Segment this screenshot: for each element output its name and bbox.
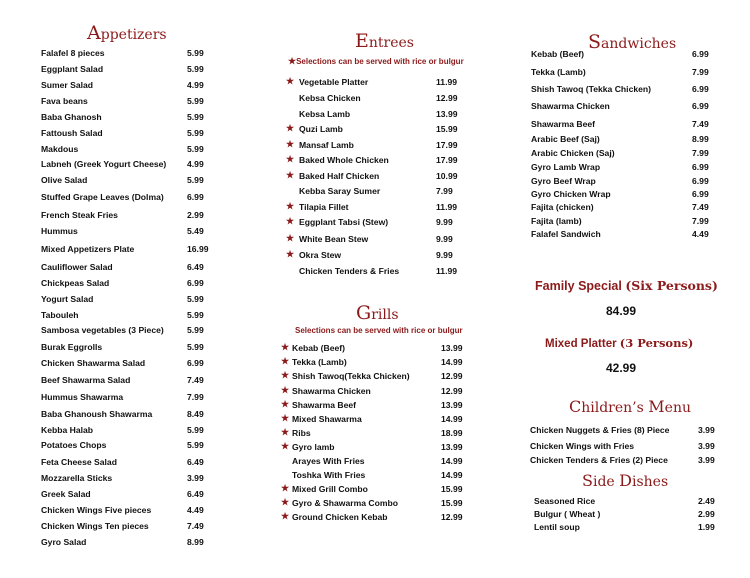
menu-item <box>531 229 709 239</box>
item-name: Ground Chicken Kebab <box>292 512 388 522</box>
item-price: 13.99 <box>441 400 463 410</box>
menu-item <box>41 159 204 169</box>
item-price: 6.49 <box>187 262 204 272</box>
item-name: Kebab (Beef) <box>531 49 585 59</box>
sandwiches-title: Sandwiches <box>588 31 677 53</box>
item-price: 7.99 <box>692 67 709 77</box>
item-price: 5.99 <box>187 48 204 58</box>
item-name: Gyro & Shawarma Combo <box>292 498 399 508</box>
item-name: Hummus Shawarma <box>41 392 124 402</box>
star-icon: ★ <box>286 76 295 86</box>
item-name: Arabic Chicken (Saj) <box>531 148 615 158</box>
item-name: French Steak Fries <box>41 210 118 220</box>
item-name: Makdous <box>41 144 79 154</box>
item-price: 5.99 <box>187 440 204 450</box>
item-price: 2.99 <box>187 210 204 220</box>
childrens-menu-title: Children’s Menu <box>569 397 691 416</box>
item-price: 12.99 <box>436 93 458 103</box>
item-name: Okra Stew <box>299 250 342 260</box>
menu-item <box>41 440 204 450</box>
menu-item <box>281 441 463 452</box>
item-name: Quzi Lamb <box>299 124 343 134</box>
item-name: Shawarma Chicken <box>292 386 371 396</box>
menu-item <box>299 186 453 196</box>
item-price: 6.99 <box>692 101 709 111</box>
item-name: Feta Cheese Salad <box>41 457 117 467</box>
menu-item <box>41 325 204 335</box>
menu-item <box>531 119 709 129</box>
item-price: 6.99 <box>187 358 204 368</box>
entrees-title: Entrees <box>355 30 414 52</box>
menu-item <box>281 356 463 367</box>
menu-item <box>41 489 204 499</box>
item-price: 14.99 <box>441 357 463 367</box>
item-name: Arabic Beef (Saj) <box>531 134 600 144</box>
entrees-note: ★Selections can be served with rice or bulgur <box>288 56 464 66</box>
menu-item <box>286 123 458 134</box>
menu-item <box>41 409 204 419</box>
item-price: 16.99 <box>187 244 209 254</box>
menu-item <box>531 189 709 199</box>
item-name: Kebba Saray Sumer <box>299 186 381 196</box>
menu-item <box>281 385 463 396</box>
item-price: 3.99 <box>698 455 715 465</box>
menu-item <box>41 210 204 220</box>
item-price: 11.99 <box>436 266 458 276</box>
star-icon: ★ <box>286 201 295 211</box>
menu-item <box>281 427 463 438</box>
item-price: 3.99 <box>698 441 715 451</box>
item-name: Chicken Nuggets & Fries (8) Piece <box>530 425 670 435</box>
item-price: 12.99 <box>441 371 463 381</box>
star-icon: ★ <box>286 216 295 226</box>
star-icon: ★ <box>286 249 295 259</box>
item-name: Arayes With Fries <box>292 456 365 466</box>
item-price: 8.99 <box>187 537 204 547</box>
item-price: 9.99 <box>436 234 453 244</box>
menu-item <box>281 399 463 410</box>
menu-item <box>41 144 204 154</box>
menu-item <box>41 392 204 402</box>
menu-item <box>41 505 204 515</box>
star-icon: ★ <box>286 154 295 164</box>
item-price: 5.99 <box>187 144 204 154</box>
item-price: 5.99 <box>187 342 204 352</box>
item-name: Ribs <box>292 428 311 438</box>
item-price: 3.99 <box>698 425 715 435</box>
item-name: Seasoned Rice <box>534 496 596 506</box>
item-price: 5.99 <box>187 112 204 122</box>
item-price: 18.99 <box>441 428 463 438</box>
menu-item <box>41 342 204 352</box>
item-name: Gyro Salad <box>41 537 87 547</box>
item-name: Falafel Sandwich <box>531 229 601 239</box>
menu-item <box>281 370 463 381</box>
item-name: Chickpeas Salad <box>41 278 110 288</box>
item-price: 14.99 <box>441 414 463 424</box>
item-price: 6.99 <box>692 49 709 59</box>
item-price: 7.99 <box>692 148 709 158</box>
menu-item <box>41 64 204 74</box>
star-icon: ★ <box>281 356 290 366</box>
menu-item <box>531 202 709 212</box>
menu-item <box>41 521 204 531</box>
item-name: Eggplant Salad <box>41 64 104 74</box>
menu-item <box>531 84 709 94</box>
item-price: 7.49 <box>692 119 709 129</box>
item-price: 5.99 <box>187 425 204 435</box>
item-price: 5.99 <box>187 128 204 138</box>
item-price: 7.99 <box>436 186 453 196</box>
item-price: 5.49 <box>187 226 204 236</box>
grills-title: Grills <box>356 302 399 324</box>
menu-item <box>41 80 204 90</box>
menu-item <box>41 226 204 236</box>
item-name: Baba Ghanoush Shawarma <box>41 409 153 419</box>
item-price: 6.99 <box>187 192 204 202</box>
menu-item <box>41 537 204 547</box>
item-price: 7.99 <box>692 216 709 226</box>
menu-item <box>292 470 463 480</box>
menu-item <box>41 48 204 58</box>
item-name: Mixed Grill Combo <box>292 484 368 494</box>
menu-item <box>286 76 458 87</box>
menu-item <box>41 425 204 435</box>
item-name: Mozzarella Sticks <box>41 473 113 483</box>
mixed-platter-price: 42.99 <box>606 361 637 375</box>
menu-item <box>530 425 715 435</box>
item-name: Baba Ghanosh <box>41 112 102 122</box>
item-price: 8.99 <box>692 134 709 144</box>
menu-item <box>531 49 709 59</box>
item-name: Toshka With Fries <box>292 470 366 480</box>
menu-item <box>41 262 204 272</box>
item-price: 5.99 <box>187 325 204 335</box>
mixed-platter-title: Mixed Platter (3 Persons) <box>545 336 694 350</box>
item-price: 7.49 <box>187 521 204 531</box>
item-name: Burak Eggrolls <box>41 342 103 352</box>
menu-item <box>41 128 204 138</box>
menu-item <box>299 266 458 276</box>
menu-item <box>286 139 458 150</box>
menu-item <box>534 496 715 506</box>
menu-item <box>292 456 463 466</box>
item-price: 13.99 <box>441 343 463 353</box>
menu-item <box>299 93 458 103</box>
menu-item <box>281 413 463 424</box>
menu-item <box>281 483 463 494</box>
menu-item <box>41 278 204 288</box>
item-price: 15.99 <box>436 124 458 134</box>
menu-item <box>534 509 715 519</box>
item-name: Mansaf Lamb <box>299 140 354 150</box>
item-name: Chicken Shawarma Salad <box>41 358 146 368</box>
item-price: 9.99 <box>436 217 453 227</box>
star-icon: ★ <box>281 342 290 352</box>
item-name: Hummus <box>41 226 78 236</box>
menu-item <box>41 244 209 254</box>
grills-note: Selections can be served with rice or bulgur <box>295 326 463 335</box>
item-name: Chicken Wings with Fries <box>530 441 635 451</box>
menu-item <box>531 216 709 226</box>
item-name: Fajita (chicken) <box>531 202 594 212</box>
star-icon: ★ <box>281 441 290 451</box>
star-icon: ★ <box>286 170 295 180</box>
item-name: Olive Salad <box>41 175 88 185</box>
menu-item <box>286 216 453 227</box>
item-price: 10.99 <box>436 171 458 181</box>
menu-item <box>286 154 458 165</box>
item-name: Sambosa vegetables (3 Piece) <box>41 325 164 335</box>
item-price: 4.49 <box>692 229 709 239</box>
item-price: 7.99 <box>187 392 204 402</box>
item-name: Eggplant Tabsi (Stew) <box>299 217 389 227</box>
item-name: Tekka (Lamb) <box>292 357 347 367</box>
item-name: Potatoes Chops <box>41 440 107 450</box>
item-name: Tabouleh <box>41 310 79 320</box>
item-price: 15.99 <box>441 498 463 508</box>
star-icon: ★ <box>286 139 295 149</box>
item-name: Tilapia Fillet <box>299 202 349 212</box>
item-price: 6.99 <box>692 176 709 186</box>
item-price: 12.99 <box>441 386 463 396</box>
item-name: Shish Tawoq (Tekka Chicken) <box>531 84 652 94</box>
item-price: 5.99 <box>187 175 204 185</box>
item-price: 1.99 <box>698 522 715 532</box>
item-price: 8.49 <box>187 409 204 419</box>
item-price: 4.99 <box>187 159 204 169</box>
item-price: 9.99 <box>436 250 453 260</box>
item-price: 5.99 <box>187 96 204 106</box>
item-name: Greek Salad <box>41 489 91 499</box>
star-icon: ★ <box>281 511 290 521</box>
item-price: 13.99 <box>441 442 463 452</box>
item-price: 4.99 <box>187 80 204 90</box>
item-price: 7.49 <box>187 375 204 385</box>
item-name: Falafel 8 pieces <box>41 48 105 58</box>
item-name: Kebab (Beef) <box>292 343 346 353</box>
menu-item <box>531 162 709 172</box>
item-name: Bulgur ( Wheat ) <box>534 509 601 519</box>
item-name: Kebsa Chicken <box>299 93 361 103</box>
item-price: 2.99 <box>698 509 715 519</box>
item-price: 6.99 <box>692 189 709 199</box>
item-price: 15.99 <box>441 484 463 494</box>
item-name: Shawarma Beef <box>531 119 596 129</box>
star-icon: ★ <box>286 233 295 243</box>
item-name: Gyro lamb <box>292 442 335 452</box>
menu-item <box>41 473 204 483</box>
item-name: Labneh (Greek Yogurt Cheese) <box>41 159 167 169</box>
menu-item <box>41 375 204 385</box>
star-icon: ★ <box>281 385 290 395</box>
menu-item <box>281 497 463 508</box>
item-price: 14.99 <box>441 456 463 466</box>
item-price: 6.99 <box>187 278 204 288</box>
star-icon: ★ <box>281 370 290 380</box>
family-special-price: 84.99 <box>606 304 637 318</box>
menu-item <box>41 175 204 185</box>
menu-item <box>286 201 458 212</box>
star-icon: ★ <box>281 497 290 507</box>
menu-item <box>281 511 463 522</box>
menu-item <box>534 522 715 532</box>
appetizers-title: Appetizers <box>87 22 167 44</box>
item-name: Kebba Halab <box>41 425 94 435</box>
item-name: Gyro Chicken Wrap <box>531 189 611 199</box>
item-price: 14.99 <box>441 470 463 480</box>
item-name: Yogurt Salad <box>41 294 94 304</box>
family-special-title: Family Special (Six Persons) <box>535 278 718 293</box>
item-name: Fattoush Salad <box>41 128 103 138</box>
item-price: 12.99 <box>441 512 463 522</box>
item-name: Mixed Shawarma <box>292 414 362 424</box>
menu-item <box>531 134 709 144</box>
item-price: 17.99 <box>436 155 458 165</box>
item-name: Chicken Tenders & Fries <box>299 266 400 276</box>
item-price: 6.49 <box>187 489 204 499</box>
menu-item <box>286 170 458 181</box>
menu-item <box>531 176 709 186</box>
item-name: Gyro Lamb Wrap <box>531 162 601 172</box>
menu-item <box>41 96 204 106</box>
item-name: Sumer Salad <box>41 80 94 90</box>
item-price: 4.49 <box>187 505 204 515</box>
menu-item <box>530 441 715 451</box>
item-price: 6.99 <box>692 84 709 94</box>
menu-item <box>531 148 709 158</box>
menu-item <box>531 67 709 77</box>
item-name: Gyro Beef Wrap <box>531 176 596 186</box>
item-name: Shawarma Beef <box>292 400 357 410</box>
menu-item <box>286 233 453 244</box>
item-price: 17.99 <box>436 140 458 150</box>
menu-item <box>286 249 453 260</box>
item-name: Lentil soup <box>534 522 580 532</box>
item-price: 3.99 <box>187 473 204 483</box>
item-price: 5.99 <box>187 294 204 304</box>
star-icon: ★ <box>281 413 290 423</box>
star-icon: ★ <box>286 123 295 133</box>
star-icon: ★ <box>281 427 290 437</box>
item-price: 6.99 <box>692 162 709 172</box>
item-price: 13.99 <box>436 109 458 119</box>
item-price: 2.49 <box>698 496 715 506</box>
item-price: 7.49 <box>692 202 709 212</box>
menu-item <box>41 112 204 122</box>
item-price: 11.99 <box>436 202 458 212</box>
item-price: 5.99 <box>187 310 204 320</box>
item-name: Mixed Appetizers Plate <box>41 244 135 254</box>
menu-item <box>531 101 709 111</box>
menu-item <box>41 358 204 368</box>
item-name: Baked Whole Chicken <box>299 155 389 165</box>
menu-item <box>41 310 204 320</box>
menu-item <box>41 192 204 202</box>
item-name: Chicken Wings Five pieces <box>41 505 152 515</box>
menu-item <box>41 294 204 304</box>
item-name: Stuffed Grape Leaves (Dolma) <box>41 192 164 202</box>
item-name: Baked Half Chicken <box>299 171 380 181</box>
star-icon: ★ <box>281 483 290 493</box>
item-name: Beef Shawarma Salad <box>41 375 131 385</box>
item-name: Kebsa Lamb <box>299 109 351 119</box>
item-name: Cauliflower Salad <box>41 262 113 272</box>
menu-item <box>299 109 458 119</box>
item-name: Vegetable Platter <box>299 77 369 87</box>
item-name: White Bean Stew <box>299 234 369 244</box>
item-name: Shawarma Chicken <box>531 101 610 111</box>
item-name: Tekka (Lamb) <box>531 67 586 77</box>
menu-item <box>530 455 715 465</box>
star-icon: ★ <box>281 399 290 409</box>
side-dishes-title: Side Dishes <box>582 471 669 490</box>
item-name: Chicken Wings Ten pieces <box>41 521 149 531</box>
item-price: 5.99 <box>187 64 204 74</box>
menu-item <box>41 457 204 467</box>
item-price: 11.99 <box>436 77 458 87</box>
item-name: Fava beans <box>41 96 88 106</box>
item-price: 6.49 <box>187 457 204 467</box>
menu-item <box>281 342 463 353</box>
item-name: Shish Tawoq(Tekka Chicken) <box>292 371 410 381</box>
item-name: Chicken Tenders & Fries (2) Piece <box>530 455 668 465</box>
item-name: Fajita (lamb) <box>531 216 582 226</box>
